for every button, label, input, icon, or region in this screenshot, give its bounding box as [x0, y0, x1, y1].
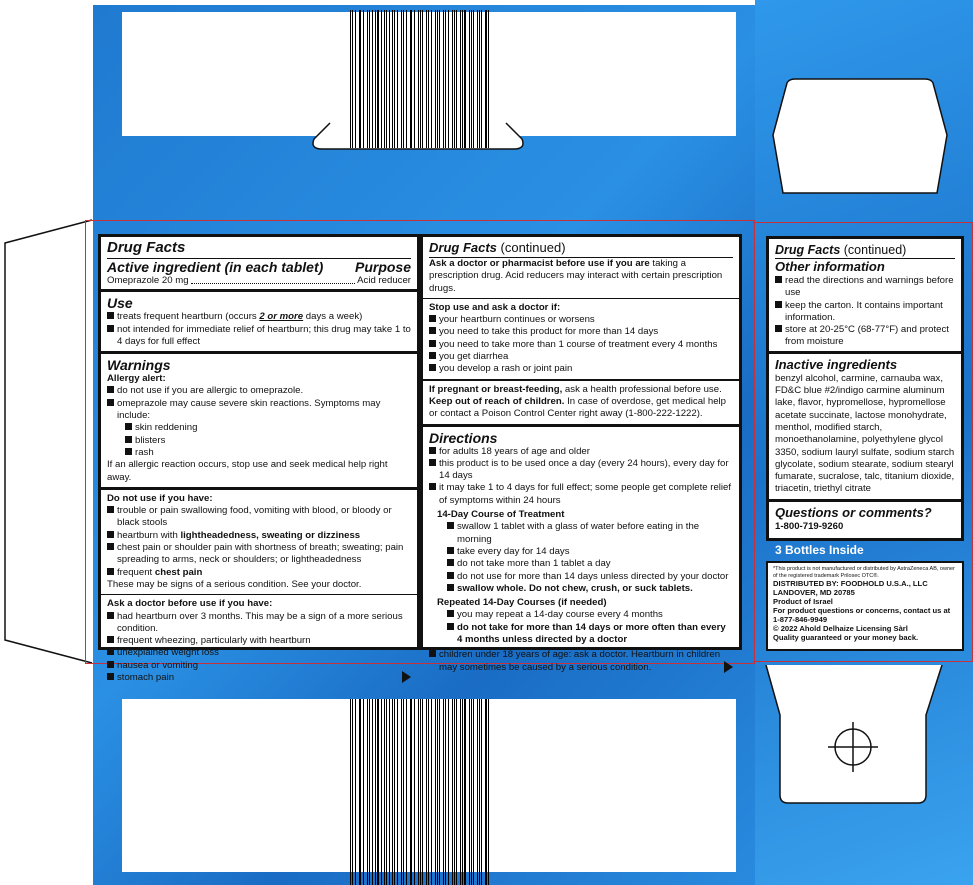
- ask-doctor-item: unexplained weight loss: [107, 647, 411, 659]
- barcode-bar: [464, 699, 465, 885]
- distributor-city: LANDOVER, MD 20785: [773, 588, 855, 597]
- barcode-bar: [437, 699, 438, 885]
- barcode-bar: [469, 699, 470, 885]
- course-item: do not use for more than 14 days unless directed by your doctor: [429, 571, 733, 583]
- allergy-subitem: blisters: [107, 435, 411, 447]
- barcode-bar: [448, 10, 449, 148]
- side-flap-top: [765, 75, 955, 195]
- continued-label: (continued): [496, 240, 566, 255]
- barcode-bar: [394, 699, 395, 885]
- barcode-bar: [397, 699, 398, 885]
- barcode-bar: [420, 699, 421, 885]
- barcode-bar: [418, 10, 419, 148]
- do-not-use-item: frequent chest pain: [107, 567, 411, 579]
- inactive-ingredients-heading: Inactive ingredients: [775, 356, 898, 372]
- ask-doctor-item: stomach pain: [107, 672, 411, 684]
- stop-use-item: you develop a rash or joint pain: [429, 363, 733, 375]
- barcode-bar: [414, 699, 415, 885]
- barcode-bar: [452, 699, 453, 885]
- questions-heading: Questions or comments?: [775, 504, 932, 520]
- drug-facts-panel-left: [98, 234, 420, 684]
- use-item: not intended for immediate relief of heartburn; this drug may take 1 to 4 days for full effect: [107, 324, 411, 349]
- barcode-top: [350, 10, 490, 148]
- barcode-bar: [426, 699, 427, 885]
- barcode-bar: [485, 699, 486, 885]
- keep-out-of-reach: Keep out of reach of children. In case of overdose, get medical help or contact a Poison Control Center right away (1-800-222-1222).: [429, 395, 726, 420]
- barcode-bar: [406, 699, 407, 885]
- do-not-use-item: trouble or pain swallowing food, vomiting with blood, or bloody or black stools: [107, 505, 411, 530]
- stop-use-item: your heartburn continues or worsens: [429, 314, 733, 326]
- drug-facts-panel-right: [766, 236, 964, 541]
- barcode-bar: [452, 10, 453, 148]
- children-item: children under 18 years of age: ask a doctor. Heartburn in children may sometimes be caused by a serious condition.: [429, 649, 733, 674]
- barcode-bar: [471, 699, 472, 885]
- barcode-bar: [381, 699, 382, 885]
- barcode-bar: [422, 10, 423, 148]
- barcode-bar: [471, 10, 472, 148]
- barcode-bar: [410, 699, 411, 885]
- stop-use-item: you get diarrhea: [429, 351, 733, 363]
- barcode-bar: [431, 699, 432, 885]
- barcode-bar: [485, 10, 486, 148]
- barcode-bar: [369, 10, 370, 148]
- other-info-item: keep the carton. It contains important information.: [775, 300, 955, 325]
- trademark-disclaimer: *This product is not manufactured or distributed by AstraZeneca AB, owner of the registered trademark Prilosec OTC®.: [773, 566, 955, 579]
- allergy-subitem: skin reddening: [107, 422, 411, 434]
- barcode-bar: [350, 10, 351, 148]
- barcode-bar: [431, 10, 432, 148]
- glue-flap-outline: [0, 215, 95, 675]
- barcode-bar: [477, 10, 478, 148]
- allergy-subitem: rash: [107, 447, 411, 459]
- barcode-bar: [464, 10, 465, 148]
- allergy-item: do not use if you are allergic to omeprazole.: [107, 385, 411, 397]
- stop-use-heading: Stop use and ask a doctor if:: [429, 301, 561, 313]
- allergy-note: If an allergic reaction occurs, stop use and seek medical help right away.: [107, 459, 388, 483]
- do-not-use-item: heartburn with lightheadedness, sweating or dizziness: [107, 530, 411, 542]
- product-origin: Product of Israel: [773, 597, 833, 606]
- barcode-bar: [397, 10, 398, 148]
- pregnancy-warning: If pregnant or breast-feeding, ask a health professional before use.: [429, 383, 722, 395]
- barcode-bar: [481, 699, 482, 885]
- distributor-contact: For product questions or concerns, contact us at 1-877-846-9949: [773, 606, 951, 624]
- barcode-bar: [384, 10, 385, 148]
- barcode-bar: [367, 10, 368, 148]
- barcode-bar: [394, 10, 395, 148]
- stop-use-item: you need to take this product for more than 14 days: [429, 326, 733, 338]
- barcode-bar: [352, 10, 353, 148]
- repeat-item: you may repeat a 14-day course every 4 months: [429, 609, 733, 621]
- ask-doctor-item: nausea or vomiting: [107, 660, 411, 672]
- course-item: do not take more than 1 tablet a day: [429, 558, 733, 570]
- barcode-bar: [488, 10, 489, 148]
- barcode-bar: [443, 699, 444, 885]
- drug-facts-title: Drug Facts: [775, 243, 841, 257]
- barcode-bar: [411, 10, 412, 148]
- distributed-by: DISTRIBUTED BY: FOODHOLD U.S.A., LLC: [773, 579, 928, 588]
- other-info-item: store at 20-25°C (68-77°F) and protect from moisture: [775, 324, 955, 349]
- inactive-ingredients-text: benzyl alcohol, carmine, carnauba wax, FD&C blue #2/indigo carmine aluminum lake, flavor, hypromellose, hypromellose acetate succinate, lactose monohydrate, menthol, modified starch, monoethanolamine, polyethylene glycol 3350, sodium lauryl sulfate, sodium starch glycolate, sodium stearate, sodium stearyl fumarate, sucralose, talc, titanium dioxide, triacetin, triethyl citrate: [775, 372, 955, 495]
- stop-use-item: you need to take more than 1 course of treatment every 4 months: [429, 339, 733, 351]
- purpose-value: Acid reducer: [357, 275, 411, 286]
- barcode-bar: [462, 10, 463, 148]
- barcode-bar: [443, 10, 444, 148]
- barcode-bar: [401, 10, 402, 148]
- barcode-bar: [439, 699, 440, 885]
- barcode-bar: [363, 699, 364, 885]
- barcode-bar: [355, 699, 356, 885]
- continue-arrow-icon: [724, 661, 733, 673]
- barcode-bar: [377, 10, 378, 148]
- continued-label: (continued): [840, 243, 907, 257]
- directions-item: it may take 1 to 4 days for full effect; some people get complete relief of symptoms within 24 hours: [429, 482, 733, 507]
- use-item: treats frequent heartburn (occurs 2 or more days a week): [107, 311, 411, 323]
- do-not-use-item: chest pain or shoulder pain with shortness of breath; sweating; pain spreading to arms, neck or shoulders; or lightheadedness: [107, 542, 411, 567]
- warnings-heading: Warnings: [107, 357, 171, 374]
- barcode-bar: [411, 699, 412, 885]
- barcode-bar: [355, 10, 356, 148]
- drug-facts-title: Drug Facts: [429, 240, 497, 255]
- barcode-bar: [488, 699, 489, 885]
- do-not-use-heading: Do not use if you have:: [107, 492, 213, 504]
- use-heading: Use: [107, 295, 133, 312]
- barcode-bar: [473, 10, 474, 148]
- barcode-bar: [460, 699, 461, 885]
- allergy-item: omeprazole may cause severe skin reactions. Symptoms may include:: [107, 398, 411, 423]
- barcode-bar: [456, 699, 457, 885]
- barcode-bar: [456, 10, 457, 148]
- barcode-bar: [445, 699, 446, 885]
- purpose-heading: Purpose: [354, 259, 411, 275]
- other-info-item: read the directions and warnings before use: [775, 275, 955, 300]
- barcode-bar: [422, 699, 423, 885]
- barcode-bar: [389, 699, 390, 885]
- course-item: take every day for 14 days: [429, 546, 733, 558]
- drug-facts-panel-middle: [420, 234, 742, 673]
- allergy-alert-heading: Allergy alert:: [107, 373, 166, 385]
- barcode-bar: [439, 10, 440, 148]
- barcode-bar: [473, 699, 474, 885]
- course-heading: 14-Day Course of Treatment: [437, 509, 565, 521]
- directions-item: this product is to be used once a day (every 24 hours), every day for 14 days: [429, 458, 733, 483]
- barcode-bar: [448, 699, 449, 885]
- barcode-bar: [375, 699, 376, 885]
- directions-heading: Directions: [429, 429, 498, 446]
- barcode-bar: [352, 699, 353, 885]
- barcode-bar: [363, 10, 364, 148]
- ask-doctor-item: frequent wheezing, particularly with heartburn: [107, 635, 411, 647]
- barcode-bar: [406, 10, 407, 148]
- barcode-bar: [381, 10, 382, 148]
- barcode-bar: [372, 699, 373, 885]
- copyright: © 2022 Ahold Delhaize Licensing Sàrl: [773, 624, 908, 633]
- barcode-bar: [460, 10, 461, 148]
- directions-item: for adults 18 years of age and older: [429, 446, 733, 458]
- barcode-bar: [359, 699, 360, 885]
- do-not-use-note: These may be signs of a serious condition. See your doctor.: [107, 578, 362, 590]
- barcode-bar: [454, 10, 455, 148]
- ask-doctor-item: had heartburn over 3 months. This may be a sign of a more serious condition.: [107, 611, 411, 636]
- course-item: swallow 1 tablet with a glass of water before eating in the morning: [429, 521, 733, 546]
- barcode-bar: [386, 10, 387, 148]
- course-item: swallow whole. Do not chew, crush, or suck tablets.: [429, 583, 733, 595]
- barcode-bar: [369, 699, 370, 885]
- barcode-bar: [445, 10, 446, 148]
- barcode-bar: [401, 699, 402, 885]
- barcode-bar: [372, 10, 373, 148]
- barcode-bar: [350, 699, 351, 885]
- barcode-bar: [414, 10, 415, 148]
- ask-pharmacist: Ask a doctor or pharmacist before use if you are taking a prescription drug. Acid reducers may interact with certain prescription drugs.: [429, 258, 723, 294]
- barcode-bar: [462, 699, 463, 885]
- quality-guarantee: Quality guaranteed or your money back.: [773, 633, 919, 642]
- barcode-bar: [410, 10, 411, 148]
- barcode-bar: [426, 10, 427, 148]
- ask-doctor-heading: Ask a doctor before use if you have:: [107, 598, 273, 610]
- barcode-bar: [481, 10, 482, 148]
- barcode-bar: [469, 10, 470, 148]
- repeat-item: do not take for more than 14 days or more often than every 4 months unless directed by a doctor: [429, 622, 733, 647]
- barcode-bar: [359, 10, 360, 148]
- distributor-box: [766, 561, 964, 651]
- barcode-bar: [392, 10, 393, 148]
- barcode-bar: [403, 699, 404, 885]
- barcode-bar: [367, 699, 368, 885]
- barcode-bar: [403, 10, 404, 148]
- repeat-heading: Repeated 14-Day Courses (if needed): [437, 597, 607, 609]
- barcode-bar: [384, 699, 385, 885]
- barcode-bar: [375, 10, 376, 148]
- barcode-bar: [428, 699, 429, 885]
- continue-arrow-icon: [402, 671, 411, 683]
- other-info-heading: Other information: [775, 259, 885, 274]
- bottles-inside-label: 3 Bottles Inside: [775, 543, 864, 557]
- barcode-bar: [360, 699, 361, 885]
- side-flap-bottom: [758, 665, 958, 815]
- barcode-bar: [428, 10, 429, 148]
- barcode-bar: [454, 699, 455, 885]
- questions-phone: 1-800-719-9260: [775, 520, 844, 532]
- active-ingredient: Omeprazole 20 mg: [107, 275, 189, 286]
- barcode-bottom: [350, 699, 490, 885]
- barcode-bar: [435, 10, 436, 148]
- barcode-bar: [479, 10, 480, 148]
- drug-facts-title: Drug Facts: [107, 239, 186, 256]
- barcode-bar: [477, 699, 478, 885]
- barcode-bar: [418, 699, 419, 885]
- barcode-bar: [435, 699, 436, 885]
- barcode-bar: [389, 10, 390, 148]
- barcode-bar: [479, 699, 480, 885]
- barcode-bar: [377, 699, 378, 885]
- barcode-bar: [437, 10, 438, 148]
- active-ingredient-heading: Active ingredient (in each tablet): [107, 259, 324, 275]
- barcode-bar: [360, 10, 361, 148]
- barcode-bar: [420, 10, 421, 148]
- barcode-bar: [386, 699, 387, 885]
- barcode-bar: [392, 699, 393, 885]
